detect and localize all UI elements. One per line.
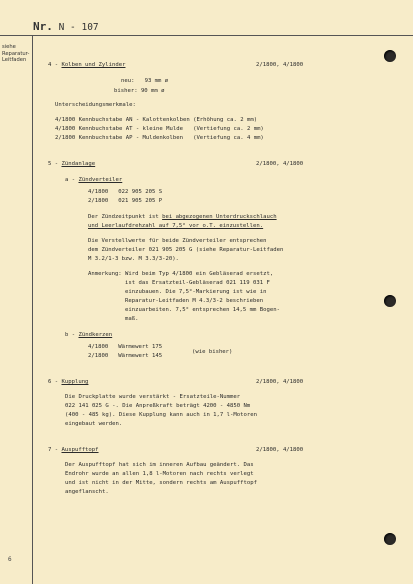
muffler-text-line: Endrohr wurde an allen 1,8 l-Motoren nach rechts verlegt (65, 471, 254, 477)
section-6-models: 2/1800, 4/1800 (256, 379, 304, 385)
spark-plug-note: (wie bisher) (192, 349, 233, 355)
clutch-text-line: Die Druckplatte wurde verstärkt - Ersatzteile-Nummer (65, 394, 241, 400)
note-line: einzuarbeiten. 7,5° entsprechen 14,5 mm Bogen- (88, 307, 280, 313)
subsection-a-heading (65, 177, 122, 184)
side-label-line: siehe (2, 44, 16, 50)
page-number: 6 (8, 556, 12, 563)
spark-plug-heat-range: 4/1800 Wärmewert 175 (88, 344, 163, 350)
advance-values-line: M 3.2/1-3 bzw. M 3.3/3-20). (88, 256, 179, 262)
subsection-a-letter: a - (65, 177, 76, 183)
note-line: Anmerkung: Wird beim Typ 4/1800 ein Gebläserad ersetzt, (88, 271, 274, 277)
note-line: einzubauen. Die 7,5°-Markierung ist wie in (88, 289, 267, 295)
distributor-part-number: 4/1800 022 905 205 S (88, 189, 163, 195)
section-6-title: Kupplung (61, 379, 89, 385)
nr-value: N - 107 (58, 22, 99, 33)
note-line: maß. (88, 316, 139, 322)
subsection-b-heading (65, 332, 112, 339)
binder-hole-top (384, 50, 396, 62)
clutch-text-line: (400 - 485 kg). Diese Kupplung kann auch in 1,7 l-Motoren (65, 412, 257, 418)
feature-row: 4/1800 Kennbuchstabe AN - Kalottenkolben (Erhöhung ca. 2 mm) (55, 117, 258, 123)
piston-new-diameter: neu: 93 mm ø (121, 78, 169, 84)
muffler-text-line: und ist nicht in der Mitte, sondern rechts am Auspufftopf (65, 480, 257, 486)
advance-values-line: Die Verstellwerte für beide Zündverteiler entsprechen (88, 238, 267, 244)
section-7-number: 7 - (48, 447, 59, 453)
section-4-heading (48, 62, 125, 69)
piston-old-diameter: bisher: 90 mm ø (114, 88, 165, 94)
section-7-title: Auspufftopf (61, 447, 99, 453)
section-4-title: Kolben und Zylinder (61, 62, 126, 68)
section-5-number: 5 - (48, 161, 59, 167)
advance-values-line: dem Zündverteiler 021 905 205 G (siehe Reparatur-Leitfaden (88, 247, 284, 253)
muffler-text-line: Der Auspufftopf hat sich im inneren Aufbau geändert. Das (65, 462, 254, 468)
margin-rule (32, 35, 33, 584)
section-4-number: 4 - (48, 62, 59, 68)
note-line: ist das Ersatzteil-Gebläserad 021 119 031 F (88, 280, 270, 286)
subsection-b-letter: b - (65, 332, 76, 338)
clutch-text-line: eingebaut werden. (65, 421, 123, 427)
note-line: Reparatur-Leitfaden M 4.3/3-2 beschrieben (88, 298, 264, 304)
ignition-timing-line-2: und Leerlaufdrehzahl auf 7,5° vor o.T. einzustellen. (88, 223, 264, 229)
side-reference-label (2, 44, 32, 64)
subsection-b-title: Zündkerzen (78, 332, 113, 338)
section-7-models: 2/1800, 4/1800 (256, 447, 304, 453)
section-6-heading (48, 379, 88, 386)
document-number (33, 20, 99, 33)
ignition-timing-text: Der Zündzeitpunkt ist (88, 214, 163, 220)
spark-plug-heat-range: 2/1800 Wärmewert 145 (88, 353, 163, 359)
binder-hole-middle (384, 295, 396, 307)
ignition-timing-line-1 (88, 214, 277, 221)
section-5-heading (48, 161, 95, 168)
subsection-a-title: Zündverteiler (78, 177, 123, 183)
section-7-heading (48, 447, 99, 454)
feature-row: 4/1800 Kennbuchstabe AT - kleine Mulde (Vertiefung ca. 2 mm) (55, 126, 264, 132)
header-rule (0, 35, 413, 36)
nr-label: Nr. (33, 20, 53, 33)
clutch-text-line: 022 141 025 G -. Die Anpreßkraft beträgt 4200 - 4850 Nm (65, 403, 251, 409)
side-label-line: Leitfaden (2, 57, 27, 64)
section-5-models: 2/1800, 4/1800 (256, 161, 304, 167)
distributor-part-number: 2/1800 021 905 205 P (88, 198, 163, 204)
muffler-text-line: angeflanscht. (65, 489, 109, 495)
section-6-number: 6 - (48, 379, 59, 385)
binder-hole-bottom (384, 533, 396, 545)
distinguishing-features-title: Unterscheidungsmerkmale: (55, 102, 136, 108)
feature-row: 2/1800 Kennbuchstabe AP - Muldenkolben (Vertiefung ca. 4 mm) (55, 135, 264, 141)
section-5-title: Zündanlage (61, 161, 96, 167)
ignition-timing-emphasis: bei abgezogenen Unterdruckschlauch (162, 214, 277, 220)
section-4-models: 2/1800, 4/1800 (256, 62, 304, 68)
side-label-line: Reparatur- (2, 50, 30, 57)
